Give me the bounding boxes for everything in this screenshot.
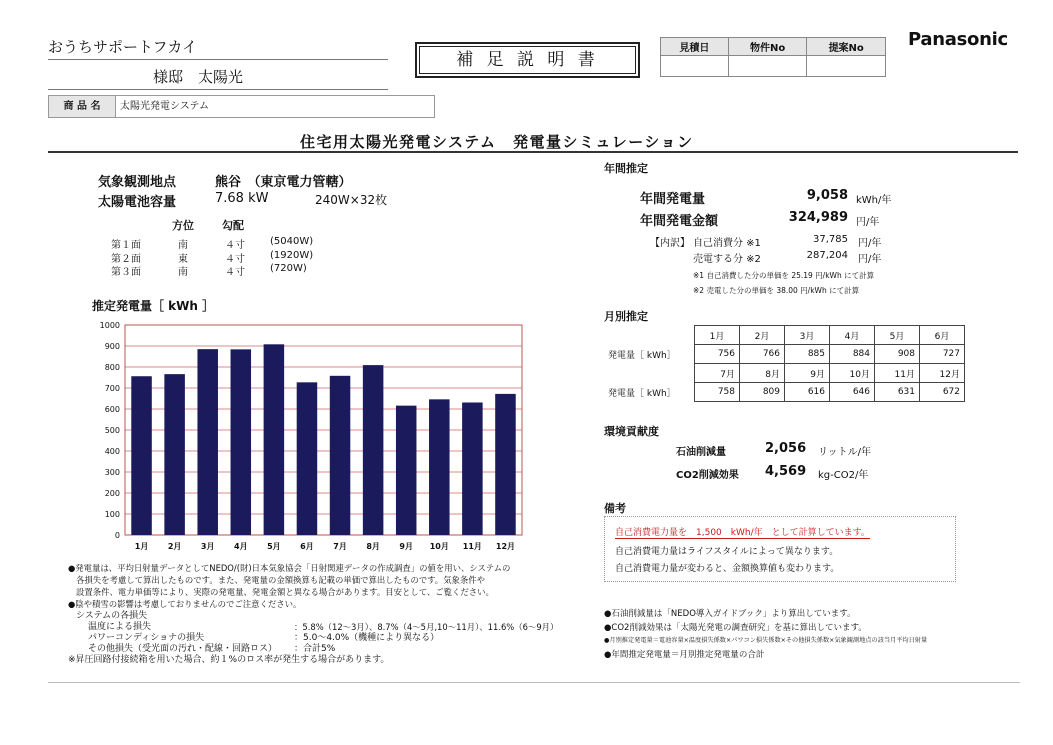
y-tick-label: 200 [104, 489, 120, 498]
month-header: 5月 [875, 326, 920, 345]
loss-other-value: ：合計5% [294, 644, 336, 654]
note-line: 設置条件、電力単価等により、実際の発電量、発電金額と異なる場合があります。目安として、ご覧ください。 [76, 587, 494, 597]
note-line: ●発電量は、平均日射量データとしてNEDO/(財)日本気象協会「日射関連データの作成調査」の値を用い、システムの [68, 563, 511, 573]
month-header: 9月 [785, 364, 830, 383]
bar [264, 344, 285, 535]
x-tick-label: 12月 [495, 542, 516, 551]
monthly-value-row [604, 383, 965, 402]
self-consumption-value: 37,785 [813, 234, 848, 245]
title-rule [48, 151, 1018, 153]
y-tick-label: 600 [104, 405, 120, 414]
y-tick-label: 700 [104, 384, 120, 393]
bar [396, 406, 417, 535]
face-name: 第３面 [111, 267, 141, 278]
monthly-header-row [604, 326, 965, 345]
face-slope: ４寸 [225, 240, 245, 251]
x-tick-label: 11月 [462, 542, 482, 551]
bar [197, 349, 218, 535]
monthly-header-row [604, 364, 965, 383]
remarks-line-2: 自己消費電力量はライフスタイルによって異なります。 [615, 547, 839, 557]
oil-label: 石油削減量 [676, 447, 726, 458]
panel-spec: 240W×32枚 [315, 193, 388, 207]
month-header: 10月 [830, 364, 875, 383]
face-watts: (1920W) [270, 250, 314, 261]
face-dir: 東 [178, 254, 188, 265]
monthly-row-label: 発電量［ kWh］ [608, 350, 676, 361]
annual-amount-value: 324,989 [788, 210, 848, 225]
y-tick-label: 900 [104, 342, 120, 351]
main-title: 住宅用太陽光発電システム 発電量シミュレーション [300, 133, 694, 151]
remarks-line-1: 自己消費電力量を 1,500 kWh/年 として計算しています。 [615, 525, 870, 539]
face-dir: 南 [178, 240, 188, 251]
remarks-line-3: 自己消費電力量が変わると、金額換算値も変わります。 [615, 564, 840, 574]
annual-gen-value: 9,058 [806, 188, 848, 203]
y-tick-label: 400 [104, 447, 120, 456]
month-value: 809 [740, 383, 785, 402]
remarks-heading: 備考 [604, 502, 626, 515]
annual-heading: 年間推定 [604, 162, 648, 175]
month-header: 11月 [875, 364, 920, 383]
bar [429, 399, 450, 535]
y-tick-label: 300 [104, 468, 120, 477]
bar [330, 376, 351, 535]
annual-amount-label: 年間発電金額 [640, 214, 719, 229]
product-label: 商 品 名 [49, 96, 116, 117]
sell-value: 287,204 [806, 250, 848, 261]
boost-note: ※昇圧回路付接続箱を用いた場合、約１%のロス率が発生する場合があります。 [68, 655, 390, 665]
month-header: 12月 [920, 364, 965, 383]
right-note: ●年間推定発電量＝月別推定発電量の合計 [604, 650, 765, 660]
info-col-property-no: 物件No [728, 38, 807, 56]
env-heading: 環境貢献度 [604, 425, 659, 438]
chart-title: 推定発電量［ kWh ］ [92, 299, 215, 313]
month-value: 756 [695, 345, 740, 364]
oil-unit: リットル/年 [818, 447, 871, 458]
bar [164, 374, 185, 535]
x-tick-label: 4月 [234, 542, 248, 551]
bar [231, 349, 252, 535]
bar [131, 376, 152, 535]
loss-other-label: その他損失（受光面の汚れ・配線・回路ロス） [88, 644, 278, 654]
self-consumption-label: 自己消費分 ※1 [693, 238, 761, 249]
col-slope: 勾配 [222, 219, 244, 232]
oil-value: 2,056 [765, 441, 807, 456]
y-tick-label: 1000 [99, 321, 120, 330]
doc-title-box [415, 42, 640, 78]
monthly-value-row [604, 345, 965, 364]
loss-pcs-label: パワーコンディショナの損失 [88, 633, 205, 643]
note-line: ●陰や積雪の影響は考慮しておりませんのでご注意ください。 [68, 599, 302, 609]
y-tick-label: 500 [104, 426, 120, 435]
remarks-box [604, 516, 956, 582]
product-value: 太陽光発電システム [120, 101, 209, 112]
capacity-label: 太陽電池容量 [98, 195, 177, 210]
annual-amount-unit: 円/年 [856, 217, 880, 228]
monthly-table [604, 325, 965, 402]
x-tick-label: 5月 [267, 542, 281, 551]
bar [462, 402, 483, 535]
location-label: 気象観測地点 [98, 175, 177, 190]
co2-label: CO2削減効果 [676, 470, 739, 481]
month-header: 7月 [695, 364, 740, 383]
x-tick-label: 10月 [429, 542, 449, 551]
face-watts: (720W) [270, 263, 307, 274]
month-value: 766 [740, 345, 785, 364]
customer-name: 様邸 太陽光 [48, 66, 388, 90]
month-value: 908 [875, 345, 920, 364]
y-tick-label: 100 [104, 510, 120, 519]
month-value: 646 [830, 383, 875, 402]
loss-temp-label: 温度による損失 [88, 622, 152, 632]
breakdown-label: 【内訳】 [650, 238, 690, 249]
month-value: 884 [830, 345, 875, 364]
customer-company: おうちサポートフカイ [48, 36, 388, 60]
monthly-row-label: 発電量［ kWh］ [608, 388, 676, 399]
x-tick-label: 6月 [300, 542, 314, 551]
bar [495, 394, 516, 535]
month-value: 631 [875, 383, 920, 402]
annual-gen-unit: kWh/年 [856, 195, 892, 206]
bottom-rule [48, 682, 1020, 683]
col-direction: 方位 [172, 219, 194, 232]
x-tick-label: 9月 [399, 542, 413, 551]
loss-pcs-value: ：5.0～4.0%（機種により異なる） [294, 633, 440, 643]
monthly-heading: 月別推定 [604, 310, 648, 323]
price-note-2: ※2 売電した分の単価を 38.00 円/kWh にて計算 [693, 286, 860, 295]
x-tick-label: 8月 [366, 542, 380, 551]
capacity-value: 7.68 kW [215, 191, 269, 206]
info-table [660, 37, 886, 77]
sell-unit: 円/年 [858, 254, 882, 265]
right-note: ●CO2削減効果は「太陽光発電の調査研究」を基に算出しています。 [604, 623, 867, 633]
month-value: 727 [920, 345, 965, 364]
right-note: ●月別推定発電量＝電池容量×温度損失係数×パワコン損失係数×その他損失係数×気象観測地点の該当月平均日射量 [604, 637, 928, 644]
month-header: 2月 [740, 326, 785, 345]
month-value: 672 [920, 383, 965, 402]
doc-title: 補 足 説 明 書 [419, 46, 636, 74]
x-tick-label: 7月 [333, 542, 347, 551]
co2-value: 4,569 [765, 464, 807, 479]
info-col-quote-date: 見積日 [661, 38, 729, 56]
price-note-1: ※1 自己消費した分の単価を 25.19 円/kWh にて計算 [693, 271, 875, 280]
bar [297, 382, 318, 535]
self-consumption-unit: 円/年 [858, 238, 882, 249]
info-col-proposal-no: 提案No [807, 38, 886, 56]
face-dir: 南 [178, 267, 188, 278]
co2-unit: kg-CO2/年 [818, 470, 869, 481]
location-value: 熊谷 （東京電力管轄） [215, 175, 352, 190]
right-note: ●石油削減量は「NEDO導入ガイドブック」より算出しています。 [604, 609, 856, 619]
face-watts: (5040W) [270, 236, 314, 247]
bar [363, 365, 384, 535]
note-line: 各損失を考慮して算出したものです。また、発電量の金額換算も記載の単価で算出したものです。気象条件や [76, 575, 486, 585]
annual-gen-label: 年間発電量 [640, 192, 706, 207]
x-tick-label: 1月 [134, 542, 149, 551]
x-tick-label: 3月 [200, 542, 215, 551]
month-header: 8月 [740, 364, 785, 383]
face-name: 第２面 [111, 254, 141, 265]
brand-logo: Panasonic [908, 29, 1008, 50]
month-header: 4月 [830, 326, 875, 345]
month-value: 758 [695, 383, 740, 402]
month-header: 3月 [785, 326, 830, 345]
month-header: 6月 [920, 326, 965, 345]
sell-label: 売電する分 ※2 [693, 254, 761, 265]
face-slope: ４寸 [225, 267, 245, 278]
x-tick-label: 2月 [167, 542, 182, 551]
monthly-generation-chart [80, 315, 540, 555]
loss-heading: システムの各損失 [76, 611, 148, 621]
face-slope: ４寸 [225, 254, 245, 265]
face-name: 第１面 [111, 240, 141, 251]
loss-temp-value: ：5.8%（12～3月）、8.7%（4～5月,10～11月）、11.6%（6～9月） [294, 622, 559, 632]
y-tick-label: 800 [104, 363, 120, 372]
month-value: 616 [785, 383, 830, 402]
y-tick-label: 0 [114, 531, 120, 540]
month-header: 1月 [695, 326, 740, 345]
month-value: 885 [785, 345, 830, 364]
product-row [48, 95, 435, 118]
